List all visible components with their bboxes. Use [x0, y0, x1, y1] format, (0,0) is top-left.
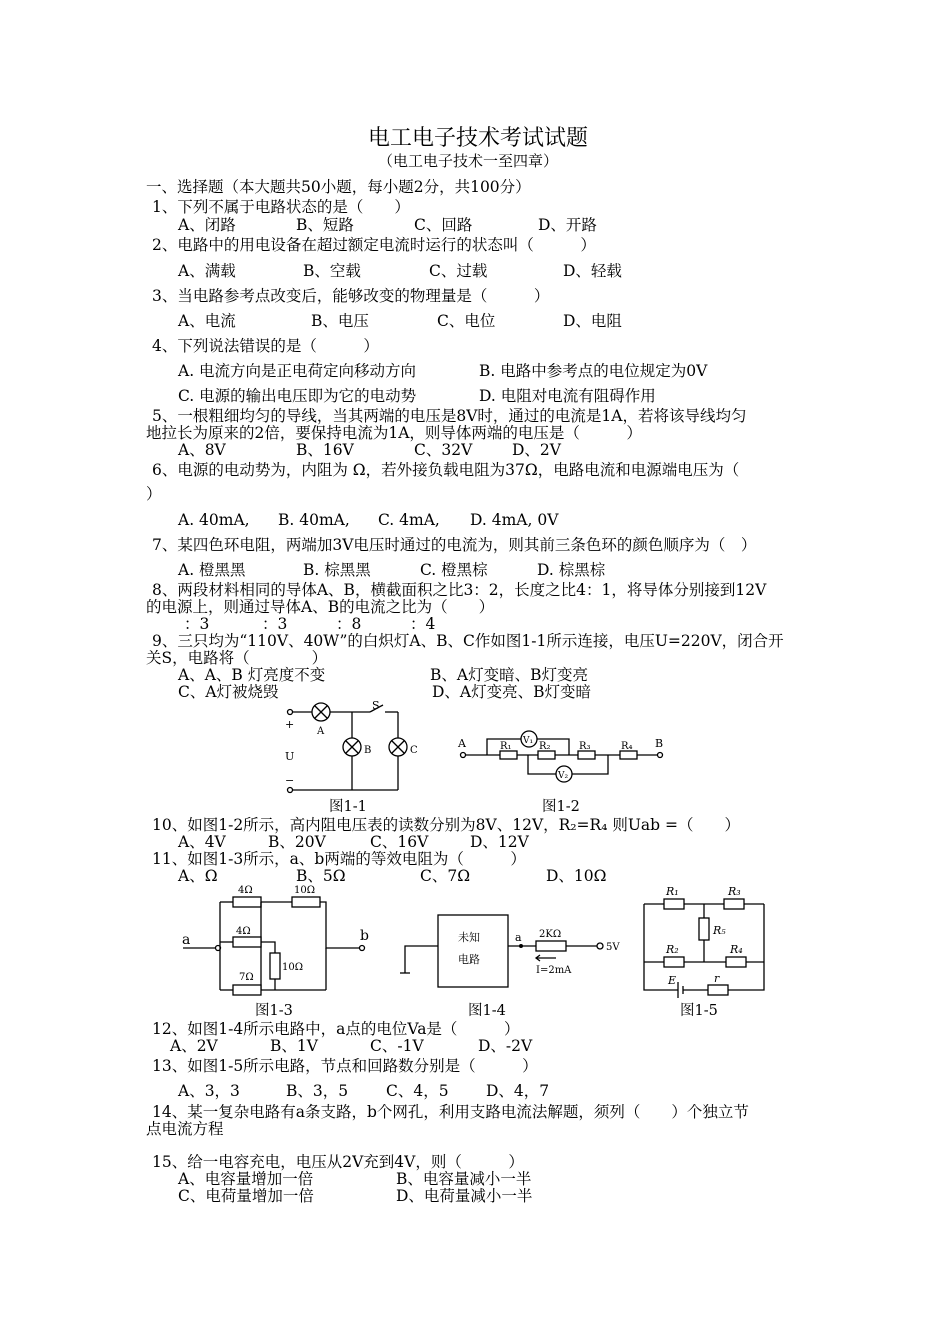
q5-line2: 地拉长为原来的2倍，要保持电流为1A，则导体两端的电压是（ ） [146, 424, 642, 442]
q15-option-b: B、电容量减小一半 [396, 1170, 532, 1188]
q6-option-a: A. 40mA, [178, 511, 250, 529]
fig14-resistor [536, 941, 566, 951]
q3-option-b: B、电压 [311, 312, 369, 330]
fig11-s: S [372, 699, 380, 712]
q15-option-d: D、电荷量减小一半 [396, 1187, 533, 1205]
fig13-r4a: 4Ω [238, 885, 253, 896]
q4-option-d: D. 电阻对电流有阻碍作用 [479, 387, 656, 405]
q15-option-c: C、电荷量增加一倍 [178, 1187, 314, 1205]
q7-stem: 7、某四色环电阻，两端加3V电压时通过的电流为，则其前三条色环的颜色顺序为（ ） [152, 536, 757, 554]
q13-option-c: C、4，5 [386, 1082, 449, 1100]
q7-option-c: C. 橙黑棕 [420, 561, 488, 579]
exam-subtitle: （电工电子技术一至四章） [378, 152, 559, 170]
fig13-r10b: 10Ω [282, 962, 304, 973]
q9-option-c: C、A灯被烧毁 [178, 683, 279, 701]
q3-option-a: A、电流 [178, 312, 236, 330]
q4-option-b: B. 电路中参考点的电位规定为0V [479, 362, 708, 380]
q9-line2: 关S，电路将（ ） [146, 649, 328, 667]
q7-option-d: D. 棕黑棕 [537, 561, 606, 579]
fig11-minus: − [285, 774, 295, 787]
q3-option-d: D、电阻 [563, 312, 622, 330]
q9-option-d: D、A灯变亮、B灯变暗 [432, 683, 592, 701]
q14-line2: 点电流方程 [146, 1120, 224, 1138]
figure-1-1-caption: 图1-1 [329, 799, 367, 815]
fig15-r2 [664, 957, 684, 967]
fig13-r4b: 4Ω [236, 926, 251, 937]
q12-option-b: B、1V [270, 1037, 318, 1055]
q1-option-a: A、闭路 [178, 216, 236, 234]
q2-option-c: C、过载 [429, 262, 488, 280]
q11-option-d: D、10Ω [546, 867, 607, 885]
fig15-internal-r [708, 985, 728, 995]
figure-1-1 [280, 700, 420, 800]
q1-stem: 1、下列不属于电路状态的是（ ） [152, 198, 410, 216]
fig11-plus: + [285, 718, 295, 731]
fig12-a: A [458, 737, 466, 750]
figure-1-5-caption: 图1-5 [680, 1003, 718, 1019]
q12-option-c: C、-1V [370, 1037, 424, 1055]
figure-1-3 [178, 882, 378, 1002]
fig15-r3 [724, 899, 744, 909]
fig15-r5 [699, 918, 709, 940]
fig15-e-label: E [668, 974, 677, 987]
q6-option-b: B. 40mA, [278, 511, 350, 529]
q5-option-b: B、16V [296, 441, 354, 459]
fig14-a: a [515, 931, 522, 944]
fig13-r4-mid [233, 937, 261, 947]
q5-option-a: A、8V [178, 441, 226, 459]
q10-option-a: A、4V [178, 833, 226, 851]
q6-line2: ） [146, 485, 162, 503]
q5-option-c: C、32V [414, 441, 473, 459]
q4-option-a: A. 电流方向是正电荷定向移动方向 [178, 362, 417, 380]
fig11-lb: B [364, 745, 372, 756]
figure-1-4-caption: 图1-4 [468, 1003, 506, 1019]
fig12-v2: V₂ [558, 771, 569, 781]
fig14-box1: 未知 [458, 931, 480, 944]
q10-option-b: B、20V [268, 833, 326, 851]
q1-option-c: C、回路 [414, 216, 473, 234]
q2-option-b: B、空载 [303, 262, 361, 280]
q12-option-d: D、-2V [478, 1037, 533, 1055]
q9-option-a: A、A、B 灯亮度不变 [178, 666, 326, 684]
q13-option-d: D、4，7 [486, 1082, 550, 1100]
fig12-r3-label: R₃ [579, 741, 591, 752]
fig11-lc: C [410, 745, 418, 756]
q13-option-a: A、3，3 [178, 1082, 240, 1100]
figure-1-3-caption: 图1-3 [255, 1003, 293, 1019]
fig11-u: U [285, 750, 295, 763]
fig15-r2-label: R₂ [666, 943, 679, 956]
unknown-circuit-box [438, 915, 508, 987]
exam-title: 电工电子技术考试试题 [368, 126, 589, 151]
fig15-r3-label: R₃ [728, 885, 741, 898]
q5-line1: 5、一根粗细均匀的导线，当其两端的电压是8V时，通过的电流是1A，若将该导线均匀 [152, 407, 747, 425]
q3-option-c: C、电位 [437, 312, 496, 330]
fig13-b: b [360, 928, 369, 944]
q10-option-d: D、12V [470, 833, 529, 851]
fig12-r1-label: R₁ [500, 741, 512, 752]
q6-option-d: D. 4mA, 0V [470, 511, 559, 529]
fig12-r4 [620, 751, 637, 759]
fig14-r: 2KΩ [539, 929, 562, 940]
fig14-box2: 电路 [458, 953, 480, 966]
fig15-r4 [726, 957, 746, 967]
q2-stem: 2、电路中的用电设备在超过额定电流时运行的状态叫（ ） [152, 236, 596, 254]
q12-option-a: A、2V [170, 1037, 218, 1055]
fig12-r4-label: R₄ [621, 741, 633, 752]
fig13-r10a: 10Ω [294, 885, 316, 896]
q11-option-b: B、5Ω [296, 867, 346, 885]
fig12-b: B [655, 737, 664, 750]
fig13-r7-label: 7Ω [239, 972, 254, 983]
q1-option-d: D、开路 [538, 216, 597, 234]
figure-1-5 [636, 880, 776, 1000]
q4-option-c: C. 电源的输出电压即为它的电动势 [178, 387, 417, 405]
fig13-r4-top [233, 897, 261, 907]
q2-option-d: D、轻载 [563, 262, 622, 280]
fig12-r1 [500, 751, 517, 759]
fig13-r10-top [292, 897, 320, 907]
q10-option-c: C、16V [370, 833, 429, 851]
fig12-r2 [538, 751, 555, 759]
section-heading: 一、选择题（本大题共50小题，每小题2分，共100分） [146, 178, 531, 196]
q15-option-a: A、电容量增加一倍 [178, 1170, 314, 1188]
q9-option-b: B、A灯变暗、B灯变亮 [430, 666, 588, 684]
fig15-r1-label: R₁ [666, 885, 679, 898]
q10-stem: 10、如图1-2所示，高内阻电压表的读数分别为8V、12V，R₂=R₄ 则Uab =（ ） [152, 816, 740, 834]
q7-option-b: B. 棕黑黑 [303, 561, 371, 579]
q2-option-a: A、满载 [178, 262, 236, 280]
fig15-r1 [664, 899, 684, 909]
fig14-v: 5V [606, 942, 620, 953]
fig14-i: I=2mA [536, 965, 572, 976]
q15-stem: 15、给一电容充电，电压从2V充到4V，则（ ） [152, 1153, 524, 1171]
figure-1-2-caption: 图1-2 [542, 799, 580, 815]
q4-stem: 4、下列说法错误的是（ ） [152, 337, 379, 355]
q8-option-d: ：4 [410, 615, 436, 633]
fig12-v1: V₁ [523, 736, 534, 746]
q11-stem: 11、如图1-3所示，a、b两端的等效电阻为（ ） [152, 850, 526, 868]
q11-option-a: A、Ω [178, 867, 218, 885]
fig15-r-label: r [714, 972, 720, 985]
q5-option-d: D、2V [512, 441, 561, 459]
fig15-r5-label: R₅ [713, 924, 726, 937]
q7-option-a: A. 橙黑黑 [178, 561, 246, 579]
q13-stem: 13、如图1-5所示电路，节点和回路数分别是（ ） [152, 1057, 538, 1075]
q14-line1: 14、某一复杂电路有a条支路，b个网孔，利用支路电流法解题，须列（ ）个独立节 [152, 1103, 749, 1121]
fig13-r10-vert [270, 953, 280, 979]
q12-stem: 12、如图1-4所示电路中，a点的电位Va是（ ） [152, 1020, 520, 1038]
fig13-a: a [182, 932, 191, 948]
figure-1-4 [398, 905, 628, 995]
q9-line1: 9、三只均为“110V、40W”的白炽灯A、B、C作如图1-1所示连接，电压U=220V，闭合开 [152, 632, 784, 650]
q6-line1: 6、电源的电动势为，内阻为 Ω，若外接负载电阻为37Ω，电路电流和电源端电压为（ [152, 461, 740, 479]
q8-line1: 8、两段材料相同的导体A、B，横截面积之比3：2，长度之比4：1，将导体分别接到12V [152, 581, 767, 599]
fig12-r3 [578, 751, 595, 759]
fig12-r2-label: R₂ [539, 741, 551, 752]
q1-option-b: B、短路 [296, 216, 354, 234]
figure-1-2 [455, 722, 670, 787]
q11-option-c: C、7Ω [420, 867, 471, 885]
q8-option-a: ：3 [184, 615, 210, 633]
q13-option-b: B、3，5 [286, 1082, 349, 1100]
q8-option-c: ：8 [336, 615, 362, 633]
fig13-r7 [233, 985, 261, 995]
fig15-r4-label: R₄ [730, 943, 743, 956]
q6-option-c: C. 4mA, [378, 511, 440, 529]
fig11-la: A [317, 726, 325, 737]
q3-stem: 3、当电路参考点改变后，能够改变的物理量是（ ） [152, 287, 550, 305]
q8-line2: 的电源上，则通过导体A、B的电流之比为（ ） [146, 598, 495, 616]
q8-option-b: ：3 [262, 615, 288, 633]
